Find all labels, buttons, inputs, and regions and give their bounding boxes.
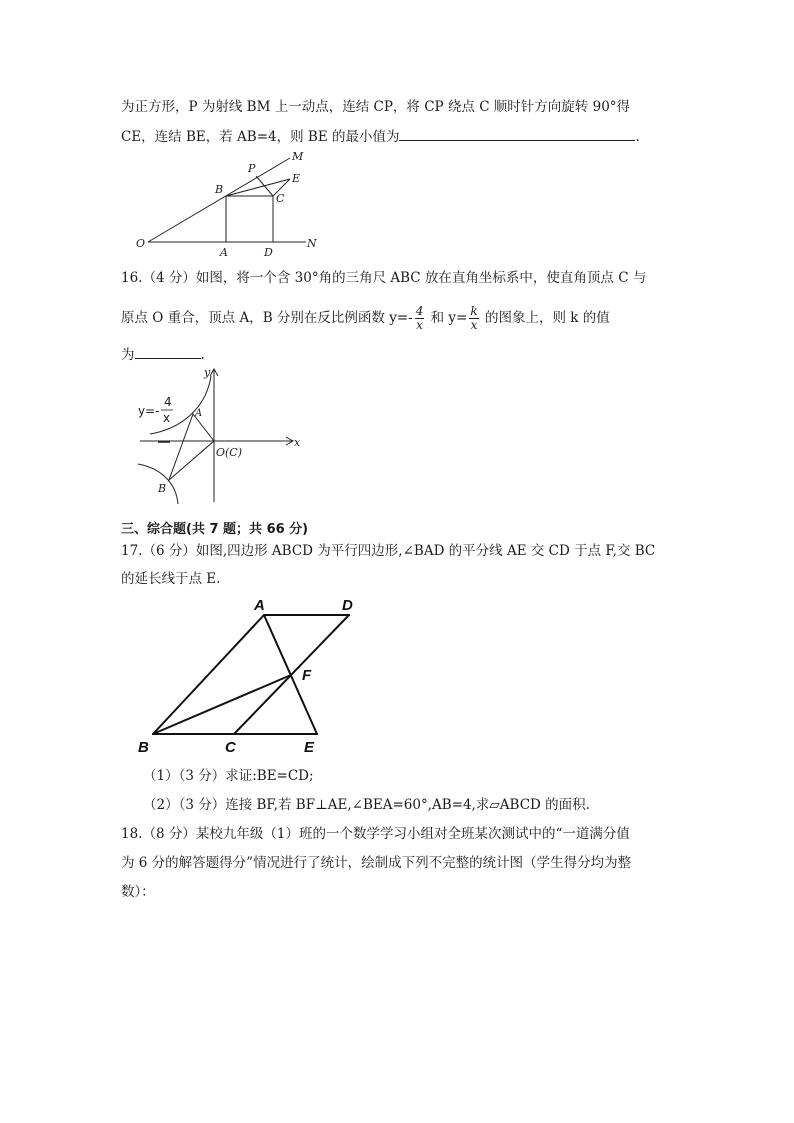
triangle-ABC bbox=[169, 414, 214, 480]
q17-line2: 的延长线于点 E. bbox=[121, 571, 221, 587]
q17-sub-2 bbox=[143, 795, 590, 815]
label-N: N bbox=[307, 237, 317, 250]
section-3-title: 三、综合题(共 7 题；共 66 分) bbox=[121, 522, 309, 537]
q15-line1: 为正方形，P 为射线 BM 上一动点，连结 CP，将 CP 绕点 C 顺时针方向旋转 90°得 bbox=[121, 99, 631, 115]
label-M: M bbox=[292, 150, 304, 163]
q18-line2: 为 6 分的解答题得分”情况进行了统计，绘制成下列不完整的统计图（学生得分均为整 bbox=[121, 855, 632, 871]
square-ABCD bbox=[226, 196, 273, 242]
q15-line2-prefix: CE，连结 BE，若 AB=4，则 BE 的最小值为 bbox=[121, 129, 400, 145]
label-P: P bbox=[248, 162, 256, 175]
label-A: A bbox=[254, 597, 265, 614]
q16-line2-prefix: 原点 O 重合，顶点 A，B 分别在反比例函数 y=- bbox=[121, 310, 413, 326]
label-y-axis: y bbox=[204, 366, 211, 379]
side-AB bbox=[153, 615, 264, 734]
func-prefix: y=- bbox=[138, 404, 160, 418]
label-A: A bbox=[195, 408, 203, 419]
label-O: O bbox=[136, 237, 146, 250]
q18-line3: 数）： bbox=[121, 884, 155, 900]
q17-text-line-1 bbox=[121, 541, 655, 561]
label-x-axis: x bbox=[294, 436, 301, 449]
q18-text-line-2 bbox=[121, 853, 631, 873]
q18-text-line-3 bbox=[121, 882, 155, 902]
label-D: D bbox=[264, 246, 273, 259]
label-B: B bbox=[158, 482, 167, 495]
q15-line2-suffix: . bbox=[635, 129, 640, 145]
label-E: E bbox=[304, 739, 315, 756]
label-C: C bbox=[276, 192, 285, 205]
q16-fraction-4-over-x: $\frac{4}{x}$ bbox=[415, 304, 424, 332]
figure-q16 bbox=[130, 364, 310, 504]
q16-line2-suffix: 的图象上，则 k 的值 bbox=[484, 310, 610, 326]
q16-line1: 16.（4 分）如图，将一个含 30°角的三角尺 ABC 放在直角坐标系中，使直角顶点 C 与 bbox=[121, 270, 647, 286]
q15-answer-blank[interactable] bbox=[399, 126, 635, 141]
q16-text-line-2 bbox=[121, 298, 610, 338]
figure-q17 bbox=[136, 592, 366, 762]
q17-line1: 17.（6 分）如图,四边形 ABCD 为平行四边形,∠BAD 的平分线 AE 交 CD 于点 F,交 BC bbox=[121, 543, 656, 559]
label-F: F bbox=[302, 667, 312, 684]
q16-answer-blank[interactable] bbox=[135, 344, 201, 359]
label-A: A bbox=[220, 246, 228, 259]
label-function-num: 4 bbox=[164, 395, 172, 409]
q17-text-line-2 bbox=[121, 569, 220, 589]
label-C: C bbox=[225, 739, 236, 756]
q16-line3-prefix: 为 bbox=[121, 347, 135, 363]
q16-fraction-k-over-x: $\frac{k}{x}$ bbox=[470, 304, 478, 332]
ray-OM bbox=[148, 158, 290, 242]
label-E: E bbox=[292, 172, 301, 185]
q16-text-line-1 bbox=[121, 268, 646, 288]
label-origin: O(C) bbox=[216, 446, 243, 459]
q15-text-line-1 bbox=[121, 97, 630, 117]
q17-sub-1 bbox=[143, 766, 314, 786]
q16-line3-suffix: . bbox=[200, 347, 205, 363]
q18-text-line-1 bbox=[121, 824, 630, 844]
q16-line2-mid: 和 y= bbox=[430, 310, 468, 326]
q16-text-line-3 bbox=[121, 344, 205, 365]
label-D: D bbox=[342, 597, 353, 614]
label-B: B bbox=[215, 183, 224, 196]
figure-q15 bbox=[130, 148, 330, 263]
label-function bbox=[138, 404, 160, 418]
q18-line1: 18.（8 分）某校九年级（1）班的一个数学学习小组对全班某次测试中的“一道满分值 bbox=[121, 826, 630, 842]
label-function-den: x bbox=[163, 411, 171, 425]
q17-sub2-text: （2）（3 分）连接 BF,若 BF⊥AE,∠BEA=60°,AB=4,求▱ABCD 的面积. bbox=[143, 797, 590, 813]
segment-BF bbox=[153, 675, 291, 734]
q17-sub1-text: （1）（3 分）求证:BE=CD; bbox=[143, 768, 314, 784]
label-B: B bbox=[138, 739, 149, 756]
q15-text-line-2 bbox=[121, 126, 640, 147]
